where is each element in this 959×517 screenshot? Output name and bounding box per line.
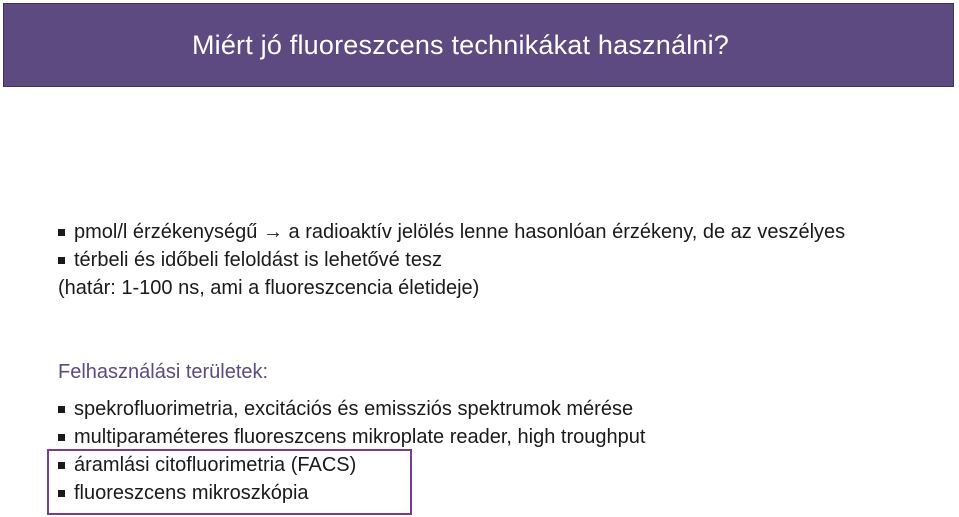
advantage-item	[58, 218, 845, 246]
application-text: spekrofluorimetria, excitációs és emissziós spektrumok mérése	[74, 398, 634, 420]
square-bullet-icon	[58, 434, 65, 441]
applications-heading: Felhasználási területek:	[58, 361, 269, 383]
advantage-note	[58, 274, 845, 302]
application-text: áramlási citofluorimetria (FACS)	[74, 454, 357, 476]
highlight-box	[47, 449, 412, 515]
slide-title-bar	[3, 3, 954, 87]
slide-title: Miért jó fluoreszcens technikákat használni?	[191, 29, 730, 60]
advantage-text: térbeli és időbeli feloldást is lehetővé tesz	[74, 249, 442, 271]
advantage-item	[58, 246, 845, 274]
application-text: multiparaméteres fluoreszcens mikroplate reader, high troughput	[74, 426, 646, 448]
application-item	[58, 423, 845, 451]
application-item	[58, 395, 845, 423]
square-bullet-icon	[58, 257, 65, 264]
square-bullet-icon	[58, 229, 65, 236]
advantage-note-text: (határ: 1-100 ns, ami a fluoreszcencia életideje)	[58, 277, 480, 299]
square-bullet-icon	[58, 406, 65, 413]
application-text: fluoreszcens mikroszkópia	[74, 482, 309, 504]
advantage-text: pmol/l érzékenységű → a radioaktív jelölés lenne hasonlóan érzékeny, de az veszélyes	[74, 221, 846, 243]
